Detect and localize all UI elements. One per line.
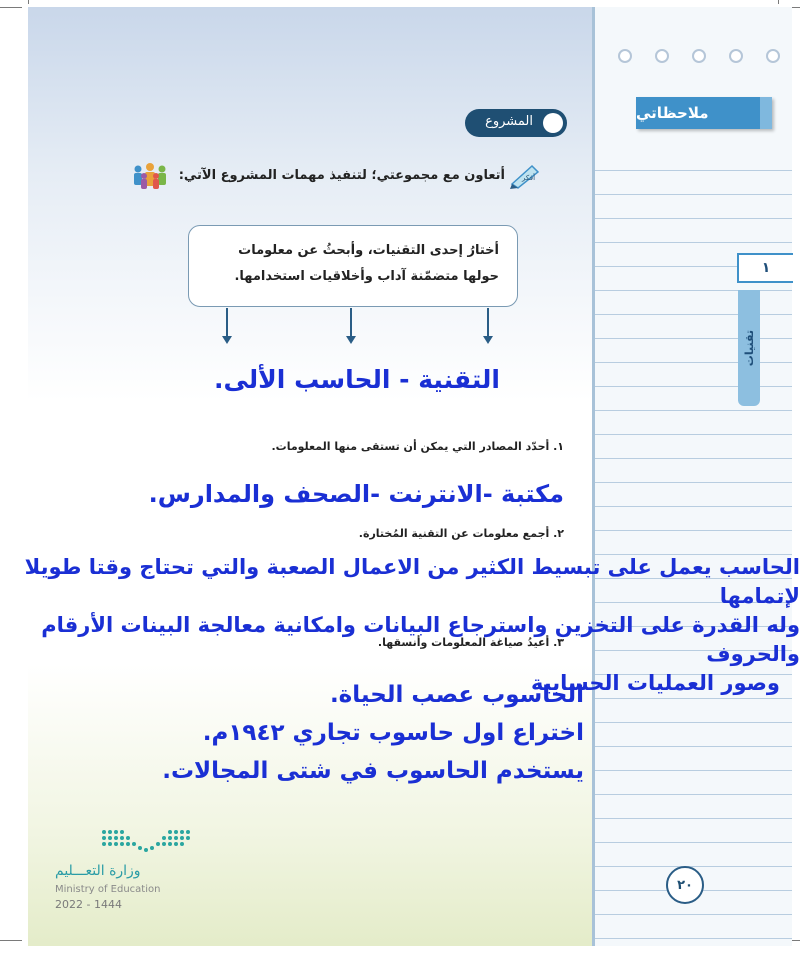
notes-title-tab — [760, 97, 772, 129]
binder-hole-icon — [729, 49, 743, 63]
notes-divider — [592, 7, 595, 946]
instruction-text: أتعاون مع مجموعتي؛ لتنفيذ مهمات المشروع الآتي: — [178, 168, 505, 183]
ministry-name-arabic: وزارة التعـــليم — [55, 863, 141, 879]
down-arrow — [350, 308, 352, 338]
binder-hole-icon — [618, 49, 632, 63]
main-page — [28, 7, 592, 946]
answer-line-2: اختراع اول حاسوب تجاري ١٩٤٢م. — [202, 720, 584, 746]
down-arrow — [226, 308, 228, 338]
binder-hole-icon — [692, 49, 706, 63]
binder-hole-icon — [766, 49, 780, 63]
ministry-name-english: Ministry of Education — [55, 884, 161, 895]
binder-hole-icon — [655, 49, 669, 63]
paragraph-line-1: الحاسب يعمل على تبسيط الكثير من الاعمال الصعبة والتي تحتاج وقتا طويلا لإتمامها — [24, 555, 800, 608]
arrowhead-icon — [483, 336, 493, 344]
crop-mark — [0, 7, 22, 8]
project-label: المشروع — [485, 114, 533, 129]
question-1: ١. أحدّد المصادر التي يمكن أن تستقى منها المعلومات. — [271, 440, 564, 453]
crop-mark — [28, 0, 29, 4]
group-people-icon — [130, 161, 170, 191]
task-box — [188, 225, 518, 307]
rephrased-answers — [100, 676, 584, 790]
unit-tab — [738, 290, 760, 406]
technology-answer: التقنية - الحاسب الألى. — [214, 365, 500, 394]
notes-title: ملاحظاتي — [636, 97, 772, 129]
sources-answer: مكتبة -الانترنت -الصحف والمدارس. — [148, 480, 564, 508]
down-arrow — [487, 308, 489, 338]
paragraph-line-3: وصور العمليات الحسابية — [530, 671, 780, 695]
svg-text:أفكر: أفكر — [522, 174, 536, 182]
crop-mark — [0, 940, 22, 941]
paragraph-line-2: وله القدرة على التخزين واسترجاع البيانات وامكانية معالجة البينات الأرقام والحروف — [41, 613, 800, 666]
question-2: ٢. أجمع معلومات عن التقنية المُختارة. — [358, 527, 564, 540]
arrowhead-icon — [346, 336, 356, 344]
ministry-year: 2022 - 1444 — [55, 898, 122, 911]
notes-panel — [594, 7, 792, 946]
unit-tab-label: تقنيات — [742, 329, 756, 367]
task-line-1: أختارُ إحدى التقنيات، وأبحثُ عن معلومات — [238, 243, 499, 258]
answer-line-1: الحاسوب عصب الحياة. — [329, 682, 584, 708]
project-badge — [465, 109, 567, 137]
ministry-logo-icon — [100, 826, 192, 860]
pencil-icon — [508, 162, 542, 190]
question-3: ٣. أعيدُ صياغة المعلومات وأنسقها. — [377, 636, 564, 649]
task-line-2: حولها متضمّنة آداب وأخلاقيات استخدامها. — [234, 269, 499, 284]
answer-line-3: يستخدم الحاسوب في شتى المجالات. — [162, 758, 584, 784]
unit-number: ١ — [737, 253, 793, 283]
pill-knob — [543, 113, 563, 133]
arrowhead-icon — [222, 336, 232, 344]
page-number: ٢٠ — [666, 866, 704, 904]
crop-mark — [778, 0, 779, 4]
